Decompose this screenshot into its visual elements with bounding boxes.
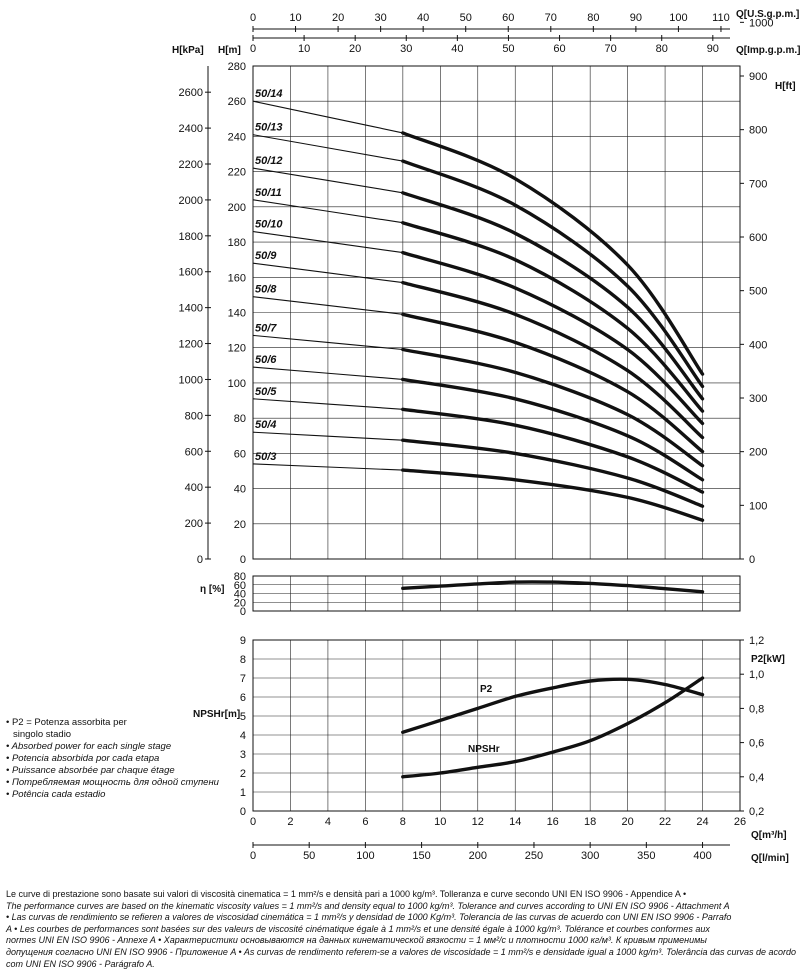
- us-gpm-tick-label: 50: [459, 12, 472, 24]
- imp-gpm-tick-label: 0: [249, 43, 257, 55]
- h-kpa-tick-label: 600: [184, 446, 203, 459]
- p2-tick-label: 0,4: [749, 771, 765, 784]
- q-m3h-tick-label: 14: [509, 816, 522, 828]
- q-m3h-tick-label: 8: [399, 816, 406, 828]
- h-kpa-tick-label: 1200: [178, 338, 203, 351]
- q-m3h-tick-label: 12: [471, 816, 484, 828]
- panel-frame: [253, 640, 740, 811]
- h-m-tick-label: 160: [227, 272, 246, 285]
- footnote-line: допущения согласно UNI EN ISO 9906 - Приложение A • As curvas de rendimento referem-se a valores de viscosidade = 1 mm²/s e densidade igual a 1000 kg/m³. Tolerância das curvas de acordo: [6, 946, 797, 957]
- q-m3h-tick-label: 6: [362, 816, 369, 828]
- h-kpa-tick-label: 1000: [178, 374, 203, 387]
- p2-tick-label: 0,8: [749, 703, 765, 716]
- model-label-50/9: 50/9: [255, 250, 277, 263]
- h-ft-tick-label: 1000: [749, 17, 774, 30]
- imp-gpm-tick-label: 90: [706, 43, 719, 55]
- npshr-tick-label: 7: [239, 673, 246, 685]
- h-m-tick-label: 240: [227, 131, 246, 144]
- h-kpa-tick-label: 1400: [178, 302, 203, 315]
- q-lmin-tick-label: 150: [412, 850, 431, 862]
- p2-legend: [6, 717, 219, 801]
- q-us-gpm-axis-label: Q[U.S.g.p.m.]: [736, 9, 800, 20]
- h-m-tick-label: 180: [227, 237, 246, 250]
- h-kpa-tick-label: 0: [196, 554, 203, 566]
- footnote-line: com UNI EN ISO 9906 - Parágrafo A.: [6, 958, 155, 969]
- eta-tick-label: 80: [233, 571, 246, 583]
- h-m-tick-label: 120: [227, 342, 246, 355]
- eta-tick-label: 40: [233, 588, 246, 601]
- legend-line: singolo stadio: [13, 729, 72, 740]
- q-m3h-tick-label: 16: [546, 816, 559, 828]
- legend-line: • Absorbed power for each single stage: [6, 741, 172, 752]
- model-label-50/8: 50/8: [255, 283, 277, 296]
- h-kpa-tick-label: 400: [184, 482, 203, 495]
- h-m-tick-label: 20: [233, 518, 246, 531]
- q-m3h-tick-label: 4: [324, 816, 331, 828]
- legend-line: • Potencia absorbida por cada etapa: [6, 753, 160, 764]
- footnote-line: normes UNI EN ISO 9906 - Annexe A • Характеристики основываются на данных кинематической вязкости = 1 мм²/с и плотности 1000 кг/м³. К кривым применимы: [6, 935, 707, 946]
- p2-tick-label: 0,2: [749, 806, 765, 818]
- h-ft-tick-label: 500: [749, 285, 768, 298]
- p2-axis-label: P2[kW]: [751, 654, 785, 665]
- imp-gpm-tick-label: 70: [604, 43, 617, 55]
- npshr-tick-label: 5: [239, 711, 246, 723]
- q-m3h-axis-label: Q[m³/h]: [751, 830, 787, 841]
- q-lmin-axis-label: Q[l/min]: [751, 853, 789, 864]
- npshr-tick-label: 8: [239, 654, 246, 666]
- model-label-50/6: 50/6: [255, 354, 277, 367]
- h-ft-tick-label: 700: [749, 178, 768, 191]
- npshr-curve-label: NPSHr: [468, 744, 500, 755]
- h-ft-tick-label: 200: [749, 446, 768, 459]
- q-lmin-tick-label: 300: [580, 850, 600, 862]
- model-label-50/14: 50/14: [255, 88, 283, 101]
- model-label-50/10: 50/10: [255, 218, 283, 231]
- q-m3h-tick-label: 26: [733, 816, 747, 828]
- h-ft-tick-label: 400: [749, 339, 768, 352]
- us-gpm-tick-label: 20: [331, 12, 345, 24]
- h-kpa-tick-label: 2000: [178, 194, 203, 207]
- us-gpm-tick-label: 60: [502, 12, 515, 24]
- footnote-line: • Las curvas de rendimiento se refieren a valores de viscosidad cinemática = 1 mm²/s y densidad de 1000 Kg/m³. Tolerancia de las curvas de acuerdo con UNI EN ISO 9906 - Parrafo: [6, 912, 732, 923]
- q-lmin-tick-label: 250: [524, 850, 544, 862]
- h-kpa-tick-label: 800: [184, 410, 203, 423]
- h-kpa-axis-label: H[kPa]: [172, 45, 204, 56]
- imp-gpm-tick-label: 50: [502, 43, 515, 55]
- npshr-tick-label: 1: [239, 787, 246, 799]
- h-kpa-tick-label: 200: [184, 518, 203, 531]
- h-kpa-tick-label: 2400: [178, 123, 203, 136]
- imp-gpm-tick-label: 20: [349, 43, 362, 55]
- h-kpa-tick-label: 2600: [178, 87, 203, 100]
- q-lmin-tick-label: 50: [303, 850, 316, 862]
- model-label-50/11: 50/11: [255, 186, 282, 199]
- model-label-50/5: 50/5: [255, 385, 277, 398]
- model-label-50/4: 50/4: [255, 419, 277, 432]
- npshr-tick-label: 9: [239, 635, 246, 647]
- us-gpm-tick-label: 10: [289, 12, 302, 24]
- eta-tick-label: 20: [233, 597, 246, 610]
- eta-axis-label: η [%]: [200, 584, 225, 595]
- npshr-tick-label: 3: [239, 749, 246, 761]
- us-gpm-tick-label: 110: [712, 12, 730, 24]
- q-lmin-tick-label: 0: [249, 850, 257, 862]
- q-m3h-tick-label: 20: [621, 816, 634, 828]
- q-lmin-tick-label: 200: [468, 850, 487, 862]
- us-gpm-tick-label: 0: [249, 12, 257, 24]
- footnote-line: The performance curves are based on the kinematic viscosity values = 1 mm²/s and density equal to 1000 kg/m³. Tolerance and curves according to UNI EN ISO 9906 - Attachment A: [6, 900, 730, 911]
- us-gpm-tick-label: 80: [587, 12, 600, 24]
- npshr-tick-label: 4: [239, 730, 246, 742]
- legend-line: • Потребляемая мощность для одной ступени: [6, 777, 219, 788]
- eta-tick-label: 0: [239, 606, 246, 618]
- legend-line: • P2 = Potenza assorbita per: [6, 717, 127, 728]
- npshr-tick-label: 0: [239, 806, 246, 818]
- model-label-50/3: 50/3: [255, 450, 277, 463]
- h-ft-tick-label: 100: [749, 500, 768, 513]
- h-m-tick-label: 280: [227, 61, 246, 73]
- q-m3h-tick-label: 18: [584, 816, 597, 828]
- h-ft-axis-label: H[ft]: [775, 81, 796, 92]
- npshr-axis-label: NPSHr[m]: [193, 709, 241, 720]
- q-m3h-tick-label: 24: [696, 816, 709, 828]
- h-m-tick-label: 80: [233, 413, 246, 426]
- h-kpa-tick-label: 1800: [178, 230, 203, 243]
- us-gpm-tick-label: 30: [374, 12, 387, 24]
- q-m3h-tick-label: 0: [249, 816, 257, 828]
- h-m-tick-label: 200: [227, 201, 246, 214]
- p2-tick-label: 1,0: [749, 669, 765, 682]
- p2-tick-label: 0,6: [749, 737, 765, 750]
- model-label-50/13: 50/13: [255, 121, 283, 134]
- h-m-tick-label: 260: [227, 96, 246, 109]
- h-m-tick-label: 220: [227, 166, 246, 179]
- h-kpa-tick-label: 1600: [178, 266, 203, 279]
- npshr-tick-label: 6: [239, 692, 246, 704]
- q-m3h-tick-label: 22: [658, 816, 672, 828]
- p2-curve-label: P2: [480, 684, 493, 695]
- imp-gpm-tick-label: 60: [553, 43, 566, 55]
- footnote-line: A • Les courbes de performances sont basées sur des valeurs de viscosité cinématique égale à 1 mm²/s et une densité égale à 1000 kg/m³. Tolérance et courbes conformes aux: [6, 923, 710, 934]
- us-gpm-tick-label: 40: [417, 12, 430, 24]
- legend-line: • Potência cada estadio: [6, 789, 106, 800]
- h-ft-tick-label: 900: [749, 71, 768, 84]
- eta-tick-label: 60: [233, 579, 246, 592]
- h-m-tick-label: 100: [227, 377, 246, 390]
- legend-line: • Puissance absorbée par chaque étage: [6, 765, 175, 776]
- npshr-tick-label: 2: [239, 768, 246, 780]
- imp-gpm-tick-label: 40: [451, 43, 464, 55]
- imp-gpm-tick-label: 10: [297, 43, 311, 55]
- h-m-tick-label: 40: [233, 483, 246, 496]
- q-lmin-tick-label: 100: [356, 850, 375, 862]
- h-m-axis-label: H[m]: [218, 45, 241, 56]
- q-imp-gpm-axis-label: Q[Imp.g.p.m.]: [736, 45, 801, 56]
- q-m3h-tick-label: 2: [287, 816, 294, 828]
- imp-gpm-tick-label: 30: [400, 43, 413, 55]
- us-gpm-tick-label: 70: [544, 12, 557, 24]
- h-m-tick-label: 140: [227, 307, 246, 320]
- us-gpm-tick-label: 100: [669, 12, 688, 24]
- h-ft-tick-label: 600: [749, 232, 768, 245]
- h-ft-tick-label: 800: [749, 124, 768, 137]
- q-lmin-tick-label: 350: [637, 850, 656, 862]
- h-m-tick-label: 0: [239, 554, 246, 566]
- p2-tick-label: 1,2: [749, 635, 765, 647]
- q-m3h-tick-label: 10: [434, 816, 447, 828]
- performance-footnote: [6, 889, 799, 970]
- model-label-50/7: 50/7: [255, 322, 277, 335]
- h-kpa-tick-label: 2200: [178, 159, 203, 172]
- q-lmin-tick-label: 400: [693, 850, 712, 862]
- us-gpm-tick-label: 90: [629, 12, 643, 24]
- imp-gpm-tick-label: 80: [655, 43, 668, 55]
- h-ft-tick-label: 0: [749, 554, 756, 566]
- model-label-50/12: 50/12: [255, 155, 283, 168]
- h-ft-tick-label: 300: [749, 393, 768, 406]
- h-m-tick-label: 60: [233, 448, 246, 461]
- footnote-line: Le curve di prestazione sono basate sui valori di viscosità cinematica = 1 mm²/s e densità pari a 1000 kg/m³. Tolleranza e curve secondo UNI EN ISO 9906 - Appendice A •: [6, 889, 687, 899]
